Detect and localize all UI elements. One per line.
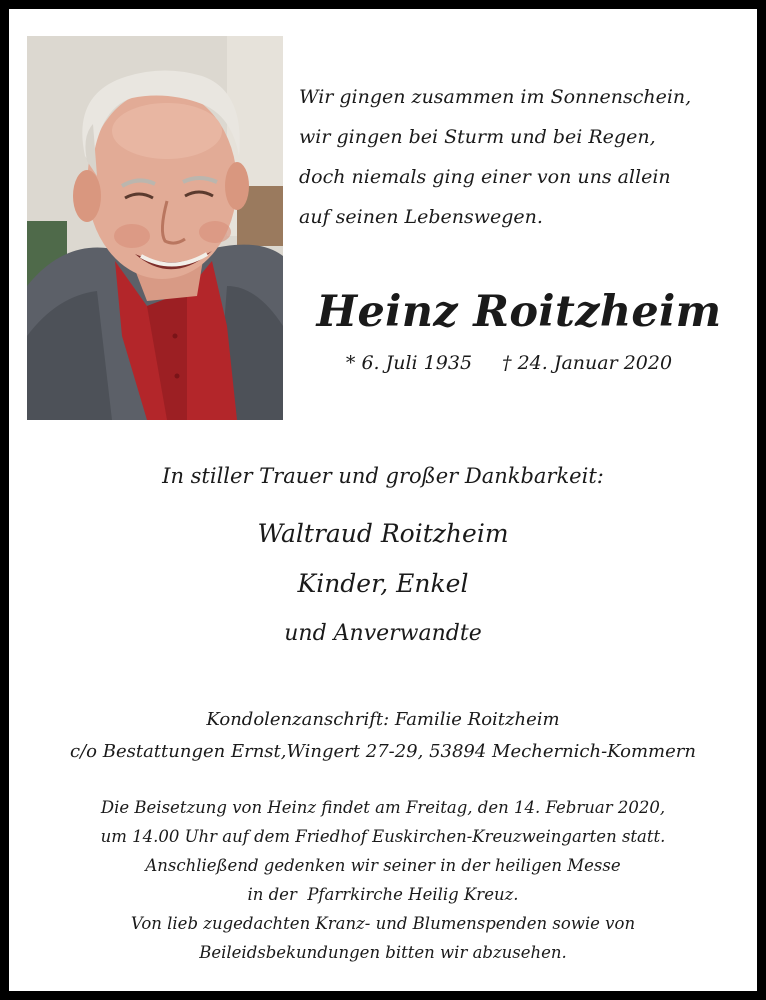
burial-line: um 14.00 Uhr auf dem Friedhof Euskirchen-Kreuzweingarten statt. [100, 827, 666, 846]
condolence-address [9, 704, 757, 768]
poem-line: wir gingen bei Sturm und bei Regen, [299, 126, 656, 148]
burial-line: Beileidsbekundungen bitten wir abzusehen. [199, 943, 567, 962]
burial-line: Von lieb zugedachten Kranz- und Blumenspenden sowie von [130, 914, 636, 933]
obituary-notice [9, 9, 757, 991]
portrait-photo [27, 36, 283, 420]
burial-line: in der Pfarrkirche Heilig Kreuz. [247, 885, 519, 904]
family-spouse: Waltraud Roitzheim [257, 519, 509, 548]
birth-date: * 6. Juli 1935 [345, 352, 473, 374]
deceased-name: Heinz Roitzheim [316, 287, 722, 337]
family-relatives: und Anverwandte [284, 621, 482, 646]
family-children: Kinder, Enkel [297, 569, 469, 598]
burial-line: Die Beisetzung von Heinz findet am Freitag, den 14. Februar 2020, [100, 798, 666, 817]
poem-line: doch niemals ging einer von uns allein [299, 166, 671, 188]
burial-notice [9, 793, 757, 967]
condolence-line: Kondolenzanschrift: Familie Roitzheim [206, 709, 560, 730]
condolence-line: c/o Bestattungen Ernst,Wingert 27-29, 53894 Mechernich-Kommern [70, 741, 696, 762]
mourning-line: In stiller Trauer und großer Dankbarkeit: [162, 464, 604, 488]
life-dates [294, 352, 724, 374]
poem [299, 77, 739, 237]
burial-line: Anschließend gedenken wir seiner in der heiligen Messe [145, 856, 621, 875]
poem-line: Wir gingen zusammen im Sonnenschein, [299, 86, 692, 108]
death-date: † 24. Januar 2020 [502, 352, 673, 374]
poem-line: auf seinen Lebenswegen. [299, 206, 543, 228]
